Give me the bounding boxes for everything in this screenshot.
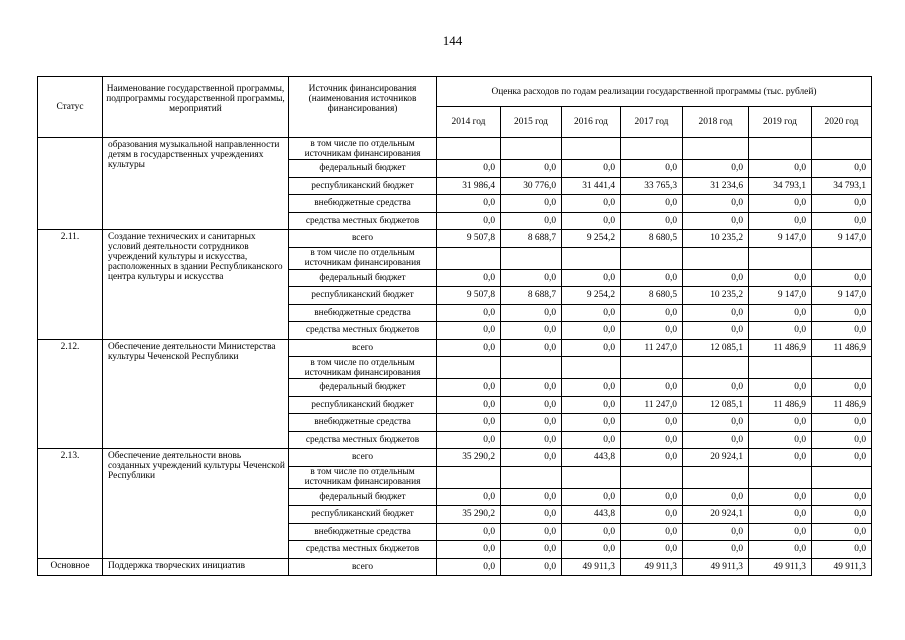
row-value: 49 911,3 (683, 558, 749, 576)
row-value: 0,0 (621, 431, 683, 449)
row-value: 11 247,0 (621, 339, 683, 357)
row-value: 0,0 (812, 212, 872, 230)
row-value: 0,0 (437, 160, 501, 178)
row-value: 0,0 (437, 541, 501, 559)
row-value: 0,0 (749, 414, 812, 432)
header-year: 2020 год (812, 107, 872, 138)
row-value: 0,0 (749, 195, 812, 213)
row-value: 0,0 (812, 195, 872, 213)
row-value: 0,0 (501, 160, 562, 178)
row-value: 0,0 (562, 488, 621, 506)
row-value: 12 085,1 (683, 339, 749, 357)
row-value: 9 147,0 (812, 230, 872, 248)
row-value (437, 357, 501, 379)
row-value: 11 247,0 (621, 396, 683, 414)
row-value: 0,0 (437, 558, 501, 576)
row-value: 34 793,1 (812, 177, 872, 195)
row-value: 0,0 (501, 414, 562, 432)
row-source: средства местных бюджетов (289, 541, 437, 559)
row-value (621, 138, 683, 160)
row-value: 0,0 (749, 322, 812, 340)
row-value: 11 486,9 (812, 396, 872, 414)
row-value: 0,0 (683, 322, 749, 340)
row-value: 8 680,5 (621, 287, 683, 305)
row-value: 11 486,9 (749, 339, 812, 357)
row-source: средства местных бюджетов (289, 212, 437, 230)
row-source: республиканский бюджет (289, 287, 437, 305)
row-value (562, 466, 621, 488)
row-status: 2.13. (38, 449, 103, 559)
row-value (683, 247, 749, 269)
row-value: 0,0 (501, 506, 562, 524)
row-name: Поддержка творческих инициатив (103, 558, 289, 576)
row-value (621, 466, 683, 488)
row-value: 0,0 (437, 195, 501, 213)
row-value (562, 247, 621, 269)
row-value: 35 290,2 (437, 506, 501, 524)
row-name: образования музыкальной направленности детям в государственных учреждениях культуры (103, 138, 289, 230)
row-value: 0,0 (437, 431, 501, 449)
row-value: 0,0 (749, 269, 812, 287)
row-source: всего (289, 449, 437, 467)
row-source: в том числе по отдельным источникам финансирования (289, 138, 437, 160)
header-year: 2018 год (683, 107, 749, 138)
header-name: Наименование государственной программы, подпрограммы государственной программы, мероприятий (103, 77, 289, 138)
row-value: 0,0 (437, 339, 501, 357)
row-value: 10 235,2 (683, 287, 749, 305)
row-value: 0,0 (621, 523, 683, 541)
row-value: 0,0 (562, 339, 621, 357)
row-value: 20 924,1 (683, 506, 749, 524)
row-value: 0,0 (683, 431, 749, 449)
row-value: 9 147,0 (749, 230, 812, 248)
row-value: 0,0 (812, 414, 872, 432)
row-value: 0,0 (437, 304, 501, 322)
row-value: 49 911,3 (812, 558, 872, 576)
row-value: 31 234,6 (683, 177, 749, 195)
row-value: 0,0 (812, 269, 872, 287)
row-source: федеральный бюджет (289, 160, 437, 178)
row-value: 20 924,1 (683, 449, 749, 467)
row-value (683, 466, 749, 488)
row-value: 0,0 (812, 488, 872, 506)
row-value: 0,0 (812, 523, 872, 541)
row-value (683, 357, 749, 379)
row-value: 0,0 (501, 195, 562, 213)
row-value: 0,0 (621, 414, 683, 432)
row-value: 0,0 (683, 195, 749, 213)
row-value: 0,0 (749, 541, 812, 559)
row-value: 0,0 (621, 322, 683, 340)
row-value: 0,0 (437, 396, 501, 414)
row-value (562, 357, 621, 379)
row-value: 31 986,4 (437, 177, 501, 195)
row-value: 0,0 (683, 541, 749, 559)
row-source: в том числе по отдельным источникам финансирования (289, 357, 437, 379)
row-value: 0,0 (621, 449, 683, 467)
row-name: Обеспечение деятельности вновь созданных учреждений культуры Чеченской Республики (103, 449, 289, 559)
row-value: 0,0 (562, 322, 621, 340)
row-value: 0,0 (812, 449, 872, 467)
row-value: 0,0 (621, 160, 683, 178)
row-value (812, 466, 872, 488)
row-value: 0,0 (621, 488, 683, 506)
row-value: 0,0 (621, 304, 683, 322)
row-value (749, 138, 812, 160)
row-value: 0,0 (501, 523, 562, 541)
row-source: средства местных бюджетов (289, 322, 437, 340)
row-value: 0,0 (621, 379, 683, 397)
row-name: Обеспечение деятельности Министерства культуры Чеченской Республики (103, 339, 289, 449)
row-value (501, 138, 562, 160)
row-value: 0,0 (437, 414, 501, 432)
row-value: 0,0 (812, 304, 872, 322)
row-source: внебюджетные средства (289, 414, 437, 432)
row-value: 0,0 (501, 541, 562, 559)
row-value: 8 680,5 (621, 230, 683, 248)
row-value: 34 793,1 (749, 177, 812, 195)
row-source: федеральный бюджет (289, 269, 437, 287)
row-value (437, 138, 501, 160)
header-estimate: Оценка расходов по годам реализации государственной программы (тыс. рублей) (437, 77, 872, 107)
row-source: республиканский бюджет (289, 177, 437, 195)
row-status: 2.12. (38, 339, 103, 449)
row-value (749, 466, 812, 488)
row-value: 0,0 (683, 523, 749, 541)
row-value: 0,0 (562, 304, 621, 322)
row-value: 0,0 (501, 379, 562, 397)
page-number: 144 (442, 33, 463, 48)
header-source: Источник финансирования (наименования источников финансирования) (289, 77, 437, 138)
row-value: 0,0 (621, 195, 683, 213)
row-value: 0,0 (562, 431, 621, 449)
row-value: 0,0 (749, 160, 812, 178)
header-year: 2017 год (621, 107, 683, 138)
row-value: 0,0 (683, 212, 749, 230)
budget-table (37, 76, 872, 576)
row-value: 9 147,0 (749, 287, 812, 305)
row-value: 0,0 (501, 212, 562, 230)
row-value: 0,0 (501, 304, 562, 322)
row-value: 0,0 (812, 160, 872, 178)
row-value: 0,0 (437, 379, 501, 397)
row-value: 0,0 (621, 506, 683, 524)
row-value: 49 911,3 (749, 558, 812, 576)
row-value: 0,0 (501, 269, 562, 287)
header-year: 2016 год (562, 107, 621, 138)
row-value: 11 486,9 (812, 339, 872, 357)
row-source: в том числе по отдельным источникам финансирования (289, 247, 437, 269)
row-value: 49 911,3 (562, 558, 621, 576)
row-source: внебюджетные средства (289, 195, 437, 213)
row-value: 0,0 (437, 322, 501, 340)
row-value: 9 147,0 (812, 287, 872, 305)
row-value: 9 507,8 (437, 287, 501, 305)
row-value: 0,0 (812, 431, 872, 449)
row-value (812, 247, 872, 269)
row-value (683, 138, 749, 160)
row-value: 0,0 (749, 449, 812, 467)
row-value: 0,0 (812, 322, 872, 340)
row-source: всего (289, 558, 437, 576)
row-value: 0,0 (749, 379, 812, 397)
row-value: 0,0 (437, 212, 501, 230)
row-value: 0,0 (562, 414, 621, 432)
table-body (38, 77, 872, 576)
row-value: 0,0 (562, 212, 621, 230)
row-value: 0,0 (562, 379, 621, 397)
row-value: 12 085,1 (683, 396, 749, 414)
row-value: 0,0 (562, 523, 621, 541)
row-value (621, 247, 683, 269)
row-status: 2.11. (38, 230, 103, 340)
row-source: внебюджетные средства (289, 304, 437, 322)
table-row (38, 449, 872, 467)
row-value: 0,0 (683, 304, 749, 322)
row-value: 0,0 (501, 558, 562, 576)
row-value: 0,0 (501, 339, 562, 357)
row-source: средства местных бюджетов (289, 431, 437, 449)
row-status: Основное (38, 558, 103, 576)
row-value: 8 688,7 (501, 287, 562, 305)
row-value: 0,0 (683, 414, 749, 432)
row-value: 0,0 (749, 431, 812, 449)
row-value: 0,0 (749, 304, 812, 322)
row-value: 0,0 (812, 541, 872, 559)
row-value (812, 357, 872, 379)
table-row (38, 339, 872, 357)
row-source: внебюджетные средства (289, 523, 437, 541)
row-value (501, 466, 562, 488)
row-value: 0,0 (683, 269, 749, 287)
row-value: 0,0 (749, 488, 812, 506)
header-row (38, 77, 872, 107)
row-value: 11 486,9 (749, 396, 812, 414)
row-value: 0,0 (621, 269, 683, 287)
row-value: 443,8 (562, 506, 621, 524)
row-source: в том числе по отдельным источникам финансирования (289, 466, 437, 488)
row-value: 0,0 (501, 431, 562, 449)
row-value: 0,0 (437, 488, 501, 506)
row-value: 0,0 (621, 212, 683, 230)
row-value: 0,0 (562, 160, 621, 178)
row-value: 8 688,7 (501, 230, 562, 248)
row-source: республиканский бюджет (289, 506, 437, 524)
row-value: 0,0 (621, 541, 683, 559)
row-value: 9 254,2 (562, 287, 621, 305)
row-value: 0,0 (501, 396, 562, 414)
header-status: Статус (38, 77, 103, 138)
row-value (437, 466, 501, 488)
row-value: 9 254,2 (562, 230, 621, 248)
row-value: 9 507,8 (437, 230, 501, 248)
row-source: всего (289, 339, 437, 357)
row-source: всего (289, 230, 437, 248)
row-value: 33 765,3 (621, 177, 683, 195)
header-year: 2019 год (749, 107, 812, 138)
row-source: федеральный бюджет (289, 488, 437, 506)
row-name: Создание технических и санитарных условий деятельности сотрудников учреждений культуры и искусства, расположенных в здании Республиканского центра культуры и искусства (103, 230, 289, 340)
row-value: 0,0 (749, 523, 812, 541)
row-value: 0,0 (437, 269, 501, 287)
table-row (38, 230, 872, 248)
table-row (38, 558, 872, 576)
row-value (621, 357, 683, 379)
row-value: 0,0 (683, 488, 749, 506)
row-value: 49 911,3 (621, 558, 683, 576)
row-value: 0,0 (812, 506, 872, 524)
row-value: 0,0 (562, 541, 621, 559)
row-value: 0,0 (501, 488, 562, 506)
row-value: 0,0 (812, 379, 872, 397)
row-status (38, 138, 103, 230)
row-value: 443,8 (562, 449, 621, 467)
row-value: 35 290,2 (437, 449, 501, 467)
row-value (749, 357, 812, 379)
row-source: федеральный бюджет (289, 379, 437, 397)
row-value (749, 247, 812, 269)
row-value (812, 138, 872, 160)
row-value (501, 247, 562, 269)
row-value: 0,0 (501, 449, 562, 467)
row-value: 30 776,0 (501, 177, 562, 195)
row-value: 0,0 (562, 195, 621, 213)
row-source: республиканский бюджет (289, 396, 437, 414)
row-value: 0,0 (683, 160, 749, 178)
row-value (437, 247, 501, 269)
row-value: 0,0 (749, 506, 812, 524)
row-value: 0,0 (501, 322, 562, 340)
header-year: 2014 год (437, 107, 501, 138)
header-year: 2015 год (501, 107, 562, 138)
row-value: 10 235,2 (683, 230, 749, 248)
row-value: 0,0 (749, 212, 812, 230)
row-value: 31 441,4 (562, 177, 621, 195)
row-value (501, 357, 562, 379)
row-value (562, 138, 621, 160)
table-row (38, 138, 872, 160)
row-value: 0,0 (437, 523, 501, 541)
row-value: 0,0 (683, 379, 749, 397)
row-value: 0,0 (562, 396, 621, 414)
row-value: 0,0 (562, 269, 621, 287)
